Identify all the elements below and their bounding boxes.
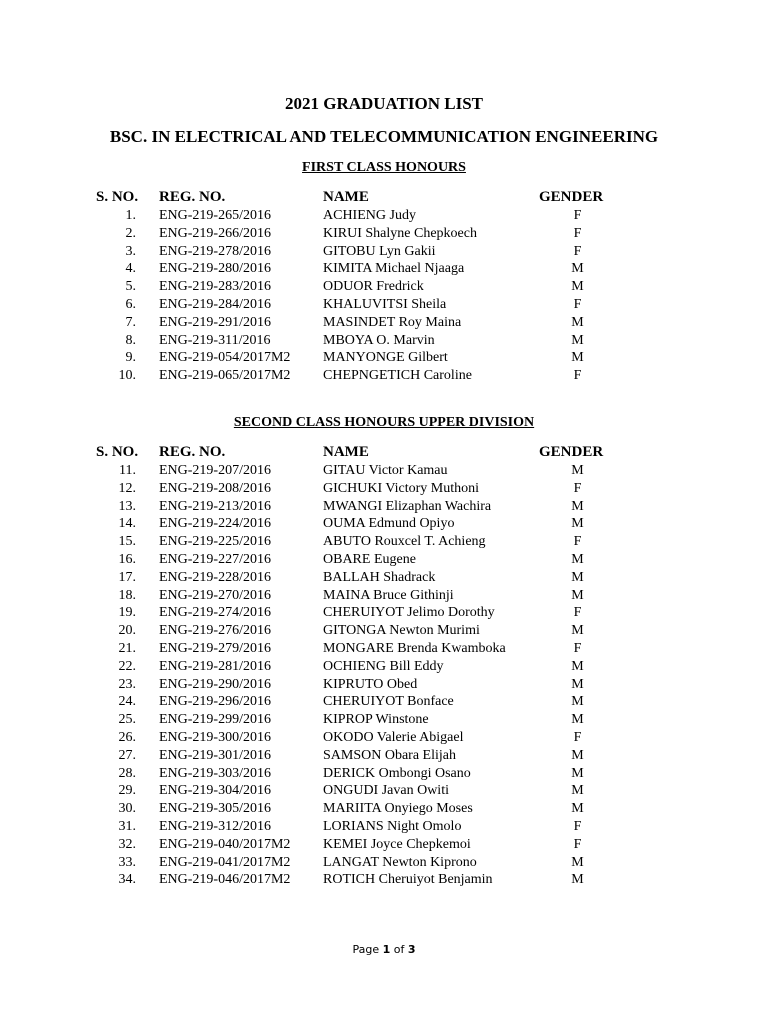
column-header-gender: GENDER [539,189,604,205]
row-spacer [136,462,159,480]
footer-current-page: 1 [382,943,391,956]
row-gender: M [571,279,584,295]
row-spacer [136,349,159,367]
row-name: DERICK Ombongi Osano [323,765,471,781]
row-name: MAINA Bruce Githinji [323,587,454,603]
row-gender: M [571,261,584,277]
row-reg-no: ENG-219-228/2016 [159,569,271,585]
row-sno: 21. [118,640,136,656]
column-header-gender: GENDER [539,444,604,460]
row-spacer [136,854,159,872]
table-row [96,676,616,694]
table-row [96,782,616,800]
row-sno: 6. [125,296,136,312]
row-spacer [136,587,159,605]
column-header-sno: S. NO. [96,444,139,460]
row-gender: F [573,480,582,496]
row-reg-no: ENG-219-227/2016 [159,551,271,567]
row-gender: F [573,640,582,656]
row-sno: 32. [118,836,136,852]
row-gender: M [571,551,584,567]
row-name: OCHIENG Bill Eddy [323,658,444,674]
row-reg-no: ENG-219-065/2017M2 [159,368,291,384]
row-reg-no: ENG-219-046/2017M2 [159,872,291,888]
row-sno: 27. [118,747,136,763]
first-class-table [96,188,616,385]
row-sno: 33. [118,854,136,870]
document-subtitle: BSC. IN ELECTRICAL AND TELECOMMUNICATION ENGINEERING [109,127,659,146]
row-gender: F [573,605,582,621]
table-row [96,498,616,516]
column-header-name: NAME [323,189,369,205]
row-sno: 13. [118,498,136,514]
row-sno: 10. [118,368,136,384]
row-spacer [136,640,159,658]
row-name: ROTICH Cheruiyot Benjamin [323,872,493,888]
row-gender: M [571,463,584,478]
row-sno: 19. [118,605,136,621]
row-reg-no: ENG-219-281/2016 [159,658,271,674]
table-row [96,765,616,783]
row-spacer [136,836,159,854]
row-reg-no: ENG-219-304/2016 [159,783,271,799]
row-spacer [136,296,159,314]
table-row [96,515,616,533]
row-gender: F [573,225,582,241]
row-sno: 28. [118,765,136,781]
row-spacer [136,693,159,711]
row-name: ACHIENG Judy [323,208,416,223]
table-row [96,349,616,367]
row-reg-no: ENG-219-054/2017M2 [159,350,291,366]
row-name: BALLAH Shadrack [323,569,436,585]
row-gender: M [571,498,584,514]
table-row [96,640,616,658]
column-header-reg: REG. NO. [159,189,226,205]
table-row [96,533,616,551]
table-row [96,225,616,243]
row-sno: 5. [125,279,136,295]
row-sno: 23. [118,676,136,692]
document-title: 2021 GRADUATION LIST [284,94,484,113]
column-header-name: NAME [323,444,369,460]
row-spacer [136,747,159,765]
row-sno: 16. [118,551,136,567]
row-reg-no: ENG-219-213/2016 [159,498,271,514]
row-name: KEMEI Joyce Chepkemoi [323,836,471,852]
row-spacer [136,207,159,225]
table-row [96,296,616,314]
row-gender: F [573,368,582,384]
row-gender: M [571,332,584,348]
row-sno: 17. [118,569,136,585]
row-reg-no: ENG-219-284/2016 [159,296,271,312]
row-sno: 1. [125,208,136,223]
row-spacer [136,225,159,243]
table-row [96,854,616,872]
row-name: GICHUKI Victory Muthoni [323,480,480,496]
row-name: OBARE Eugene [323,551,416,567]
table-row [96,836,616,854]
table-row [96,480,616,498]
row-reg-no: ENG-219-301/2016 [159,747,271,763]
footer-page-word: Page [352,943,380,956]
row-reg-no: ENG-219-299/2016 [159,712,271,728]
row-reg-no: ENG-219-290/2016 [159,676,271,692]
row-name: ODUOR Fredrick [323,279,424,295]
table-row [96,693,616,711]
row-reg-no: ENG-219-311/2016 [159,332,271,348]
row-gender: F [573,836,582,852]
row-spacer [136,604,159,622]
table-row [96,747,616,765]
row-name: KIRUI Shalyne Chepkoech [323,225,477,241]
table-row [96,711,616,729]
row-name: KIMITA Michael Njaaga [323,261,465,277]
table-row [96,587,616,605]
row-gender: M [571,658,584,674]
row-reg-no: ENG-219-276/2016 [159,623,271,639]
row-spacer [136,498,159,516]
row-spacer [136,480,159,498]
row-spacer [136,515,159,533]
row-name: ABUTO Rouxcel T. Achieng [323,534,486,550]
row-reg-no: ENG-219-041/2017M2 [159,854,291,870]
row-name: MWANGI Elizaphan Wachira [323,498,492,514]
row-sno: 22. [118,658,136,674]
row-gender: F [573,296,582,312]
row-gender: M [571,783,584,799]
row-spacer [136,729,159,747]
row-spacer [136,260,159,278]
row-gender: M [571,872,584,888]
table-row [96,243,616,261]
table-header-row [96,188,616,207]
table-row [96,729,616,747]
row-sno: 3. [125,243,136,259]
row-sno: 25. [118,712,136,728]
row-name: CHEPNGETICH Caroline [323,368,472,384]
row-sno: 2. [125,225,136,241]
row-name: MASINDET Roy Maina [323,314,462,330]
row-spacer [136,533,159,551]
table-row [96,367,616,385]
row-sno: 12. [118,480,136,496]
row-name: SAMSON Obara Elijah [323,747,456,763]
row-reg-no: ENG-219-300/2016 [159,729,271,745]
row-reg-no: ENG-219-296/2016 [159,694,271,710]
row-spacer [136,314,159,332]
row-reg-no: ENG-219-305/2016 [159,801,271,817]
row-name: KIPRUTO Obed [323,676,418,692]
row-spacer [136,711,159,729]
row-spacer [136,278,159,296]
table-row [96,207,616,225]
row-gender: M [571,314,584,330]
table-row [96,314,616,332]
page-footer [0,943,768,956]
row-gender: M [571,587,584,603]
footer-of-word: of [393,943,405,956]
row-sno: 11. [119,463,136,478]
table-row [96,260,616,278]
row-name: MONGARE Brenda Kwamboka [323,640,506,656]
row-reg-no: ENG-219-266/2016 [159,225,271,241]
row-gender: F [573,729,582,745]
row-sno: 9. [125,350,136,366]
table-row [96,800,616,818]
row-name: MBOYA O. Marvin [323,332,435,348]
row-reg-no: ENG-219-265/2016 [159,208,271,223]
section-heading-second-class-upper: SECOND CLASS HONOURS UPPER DIVISION [233,415,535,430]
row-name: OUMA Edmund Opiyo [323,516,455,532]
column-header-reg: REG. NO. [159,444,226,460]
table-row [96,462,616,480]
row-spacer [136,676,159,694]
row-reg-no: ENG-219-224/2016 [159,516,271,532]
row-reg-no: ENG-219-280/2016 [159,261,271,277]
row-name: MARIITA Onyiego Moses [323,801,473,817]
column-header-sno: S. NO. [96,189,139,205]
row-spacer [136,782,159,800]
row-gender: M [571,569,584,585]
table-row [96,622,616,640]
row-reg-no: ENG-219-208/2016 [159,480,271,496]
table-row [96,658,616,676]
row-sno: 31. [118,818,136,834]
row-gender: M [571,694,584,710]
row-sno: 8. [125,332,136,348]
row-spacer [136,765,159,783]
row-reg-no: ENG-219-225/2016 [159,534,271,550]
table-row [96,871,616,889]
row-gender: F [573,534,582,550]
row-name: MANYONGE Gilbert [323,350,448,366]
row-sno: 26. [118,729,136,745]
row-name: GITAU Victor Kamau [323,463,448,478]
row-spacer [136,367,159,385]
row-name: LORIANS Night Omolo [323,818,462,834]
row-gender: M [571,747,584,763]
row-sno: 4. [125,261,136,277]
row-name: KIPROP Winstone [323,712,429,728]
row-gender: F [573,818,582,834]
table-row [96,332,616,350]
row-sno: 24. [118,694,136,710]
row-spacer [136,871,159,889]
table-row [96,604,616,622]
row-name: GITOBU Lyn Gakii [323,243,436,259]
table-row [96,551,616,569]
row-gender: M [571,765,584,781]
row-sno: 7. [125,314,136,330]
footer-total-pages: 3 [407,943,416,956]
row-gender: M [571,350,584,366]
row-sno: 15. [118,534,136,550]
row-spacer [136,332,159,350]
row-name: KHALUVITSI Sheila [323,296,447,312]
table-header-row [96,443,616,462]
row-sno: 30. [118,801,136,817]
row-reg-no: ENG-219-303/2016 [159,765,271,781]
row-reg-no: ENG-219-312/2016 [159,818,271,834]
row-gender: M [571,623,584,639]
row-spacer [136,818,159,836]
row-reg-no: ENG-219-278/2016 [159,243,271,259]
row-sno: 18. [118,587,136,603]
row-reg-no: ENG-219-291/2016 [159,314,271,330]
row-sno: 29. [118,783,136,799]
row-gender: M [571,516,584,532]
row-sno: 14. [118,516,136,532]
row-spacer [136,569,159,587]
row-gender: M [571,712,584,728]
row-spacer [136,551,159,569]
row-gender: F [573,243,582,259]
row-reg-no: ENG-219-274/2016 [159,605,271,621]
table-row [96,278,616,296]
row-name: CHERUIYOT Bonface [323,694,454,710]
row-sno: 20. [118,623,136,639]
row-reg-no: ENG-219-279/2016 [159,640,271,656]
row-spacer [136,658,159,676]
row-gender: F [573,208,582,223]
row-name: CHERUIYOT Jelimo Dorothy [323,605,495,621]
row-reg-no: ENG-219-270/2016 [159,587,271,603]
row-spacer [136,243,159,261]
row-name: LANGAT Newton Kiprono [323,854,477,870]
section-heading-first-class: FIRST CLASS HONOURS [302,160,466,175]
row-sno: 34. [118,872,136,888]
row-spacer [136,622,159,640]
row-reg-no: ENG-219-207/2016 [159,463,271,478]
row-reg-no: ENG-219-040/2017M2 [159,836,291,852]
row-name: OKODO Valerie Abigael [323,729,464,745]
row-name: ONGUDI Javan Owiti [323,783,449,799]
second-class-upper-table [96,443,616,889]
row-gender: M [571,854,584,870]
row-gender: M [571,801,584,817]
row-spacer [136,800,159,818]
row-reg-no: ENG-219-283/2016 [159,279,271,295]
table-row [96,569,616,587]
row-gender: M [571,676,584,692]
row-name: GITONGA Newton Murimi [323,623,480,639]
table-row [96,818,616,836]
